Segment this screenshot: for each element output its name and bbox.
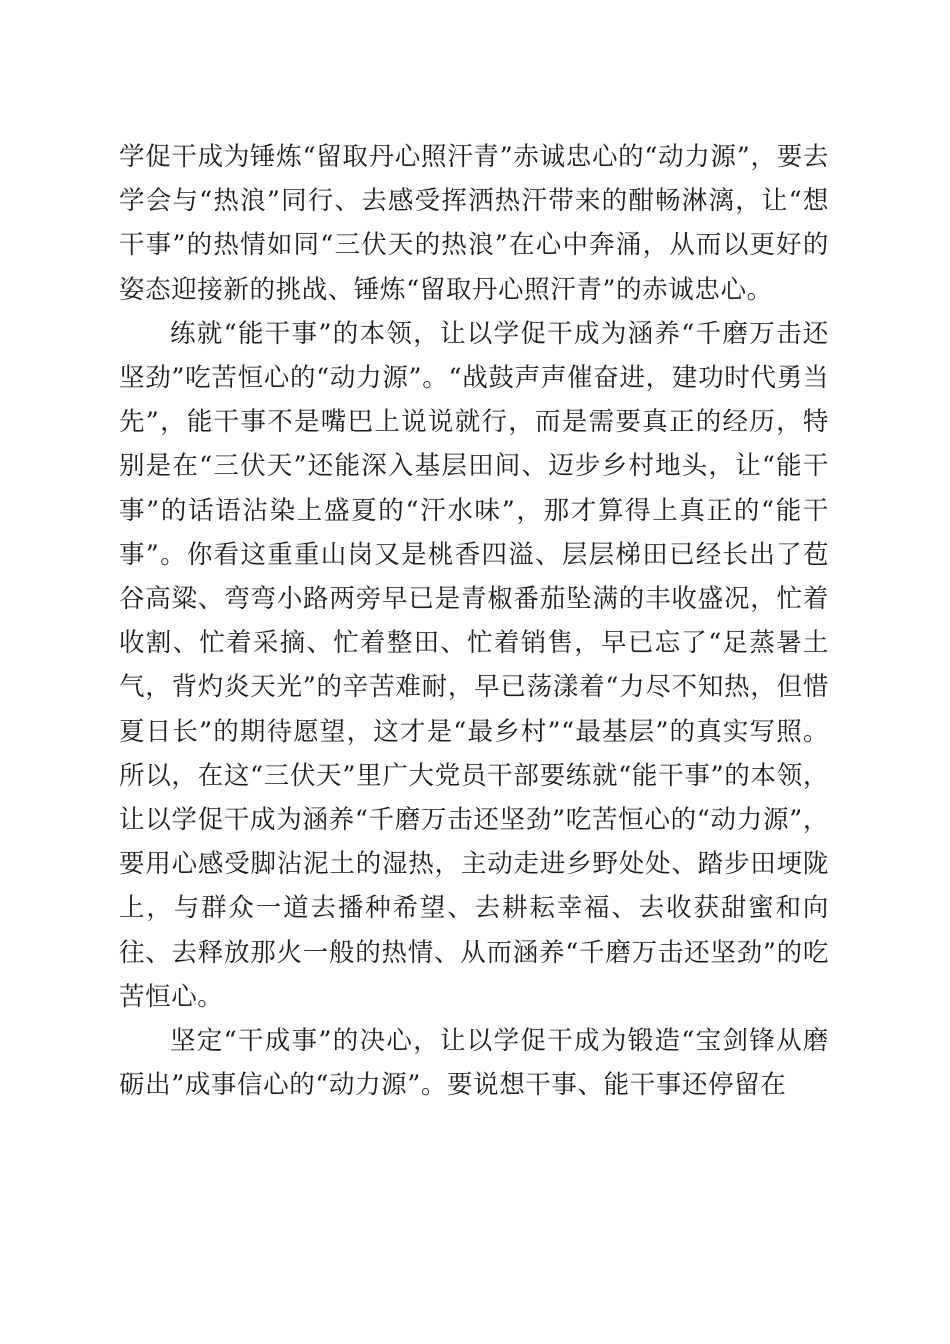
- paragraph-neng-gan-shi: 练就“能干事”的本领，让以学促干成为涵养“千磨万击还坚劲”吃苦恒心的“动力源”。“战鼓声声催奋进，建功时代勇当先”，能干事不是嘴巴上说说就行，而是需要真正的经历，特别是在“三伏天”还能深入基层田间、迈步乡村地头，让“能干事”的话语沾染上盛夏的“汗水味”，那才算得上真正的“能干事”。你看这重重山岗又是桃香四溢、层层梯田已经长出了苞谷高粱、弯弯小路两旁早已是青椒番茄坠满的丰收盛况，忙着收割、忙着采摘、忙着整田、忙着销售，早已忘了“足蒸暑土气，背灼炎天光”的辛苦难耐，早已荡漾着“力尽不知热，但惜夏日长”的期待愿望，这才是“最乡村”“最基层”的真实写照。所以，在这“三伏天”里广大党员干部要练就“能干事”的本领，让以学促干成为涵养“千磨万击还坚劲”吃苦恒心的“动力源”，要用心感受脚沾泥土的湿热，主动走进乡野处处、踏步田埂陇上，与群众一道去播种希望、去耕耘幸福、去收获甜蜜和向往、去释放那火一般的热情、从而涵养“千磨万击还坚劲”的吃苦恒心。: [119, 318, 829, 1012]
- paragraph-gan-cheng-shi: 坚定“干成事”的决心，让以学促干成为锻造“宝剑锋从磨砺出”成事信心的“动力源”。要说想干事、能干事还停留在: [119, 1026, 829, 1101]
- document-body: [119, 135, 829, 1107]
- paragraph-continued: 学促干成为锤炼“留取丹心照汗青”赤诚忠心的“动力源”，要去学会与“热浪”同行、去感受挥洒热汗带来的酣畅淋漓，让“想干事”的热情如同“三伏天的热浪”在心中奔涌，从而以更好的姿态迎接新的挑战、锤炼“留取丹心照汗青”的赤诚忠心。: [119, 142, 829, 305]
